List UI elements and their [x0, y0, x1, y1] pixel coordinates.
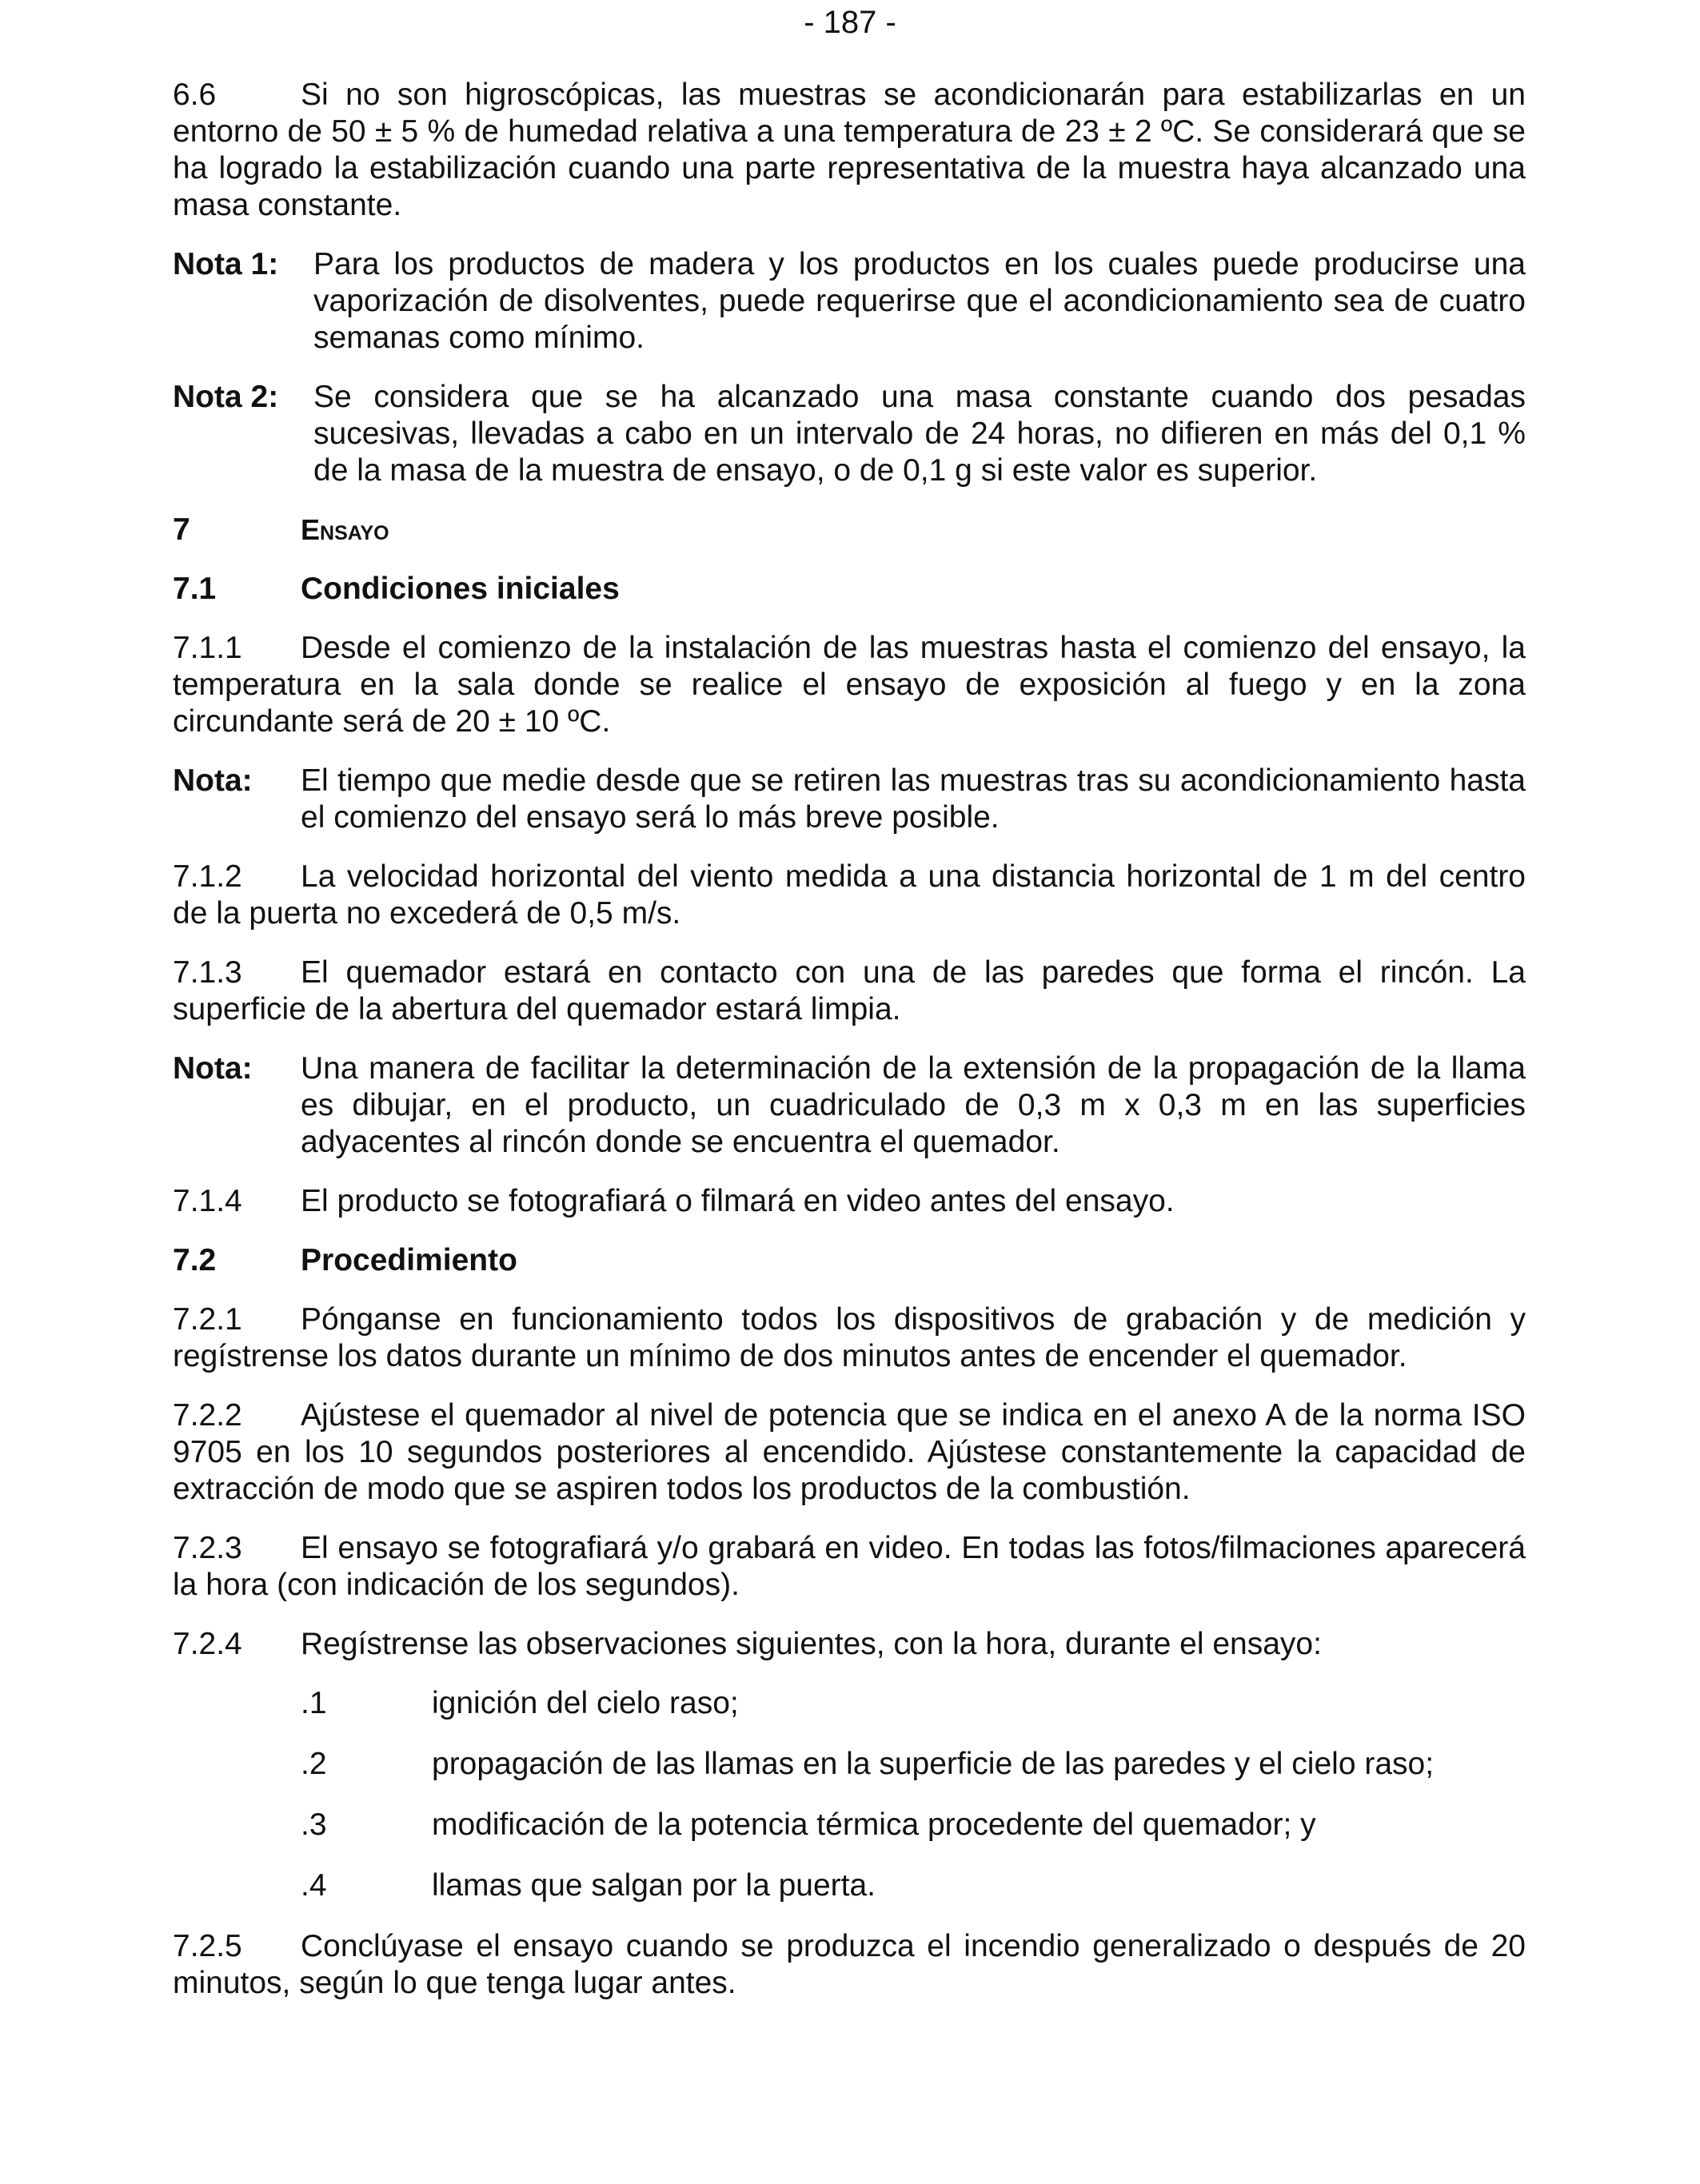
paragraph-7-2-3 [173, 1530, 1526, 1604]
note-text: El tiempo que medie desde que se retiren las muestras tras su acondicionamiento hasta el comienzo del ensayo será lo más breve posible. [301, 763, 1526, 835]
subsection-number: 7.1 [173, 572, 217, 606]
paragraph-number: 6.6 [173, 78, 217, 112]
list-item-number: .4 [301, 1868, 327, 1903]
section-title: Ensayo [301, 513, 389, 546]
note-label: Nota 2: [173, 380, 279, 414]
note-1 [173, 246, 1526, 357]
list-item-text: llamas que salgan por la puerta. [432, 1868, 876, 1903]
note-2 [173, 379, 1526, 489]
paragraph-number: 7.2.5 [173, 1929, 242, 1963]
paragraph-text: La velocidad horizontal del viento medida a una distancia horizontal de 1 m del centro de la puerta no excederá de 0,5 m/s. [173, 859, 1526, 931]
list-item-number: .2 [301, 1747, 327, 1781]
paragraph-text: Conclúyase el ensayo cuando se produzca el incendio generalizado o después de 20 minutos, según lo que tenga lugar antes. [173, 1929, 1526, 2000]
paragraph-text: Si no son higroscópicas, las muestras se acondicionarán para estabilizarlas en un entorno de 50 ± 5 % de humedad relativa a una temperatura de 23 ± 2 ºC. Se considerará que se ha logrado la estabilización cuando una parte representativa de la muestra haya alcanzado una masa constante. [173, 78, 1526, 222]
subsection-title: Condiciones iniciales [301, 572, 620, 606]
paragraph-7-1-3 [173, 955, 1526, 1028]
note-7-1-3 [173, 1050, 1526, 1161]
paragraph-text: El producto se fotografiará o filmará en video antes del ensayo. [301, 1184, 1175, 1218]
list-item [301, 1807, 1526, 1843]
page-number: - 187 - [804, 5, 896, 40]
note-label: Nota: [173, 1051, 253, 1086]
list-item-number: .1 [301, 1686, 327, 1720]
note-text: Para los productos de madera y los productos en los cuales puede producirse una vaporización de disolventes, puede requerirse que el acondicionamiento sea de cuatro semanas como mínimo. [313, 247, 1526, 355]
paragraph-7-1-4 [173, 1183, 1526, 1220]
paragraph-text: Pónganse en funcionamiento todos los dispositivos de grabación y de medición y regístrense los datos durante un mínimo de dos minutos antes de encender el quemador. [173, 1302, 1526, 1373]
note-text: Se considera que se ha alcanzado una masa constante cuando dos pesadas sucesivas, llevadas a cabo en un intervalo de 24 horas, no difieren en más del 0,1 % de la masa de la muestra de ensayo, o de 0,1 g si este valor es superior. [313, 380, 1526, 488]
note-7-1-1 [173, 763, 1526, 836]
paragraph-number: 7.1.1 [173, 631, 242, 665]
list-item-text: propagación de las llamas en la superficie de las paredes y el cielo raso; [432, 1747, 1435, 1781]
section-heading-7 [173, 512, 1526, 548]
paragraph-text: Desde el comienzo de la instalación de las muestras hasta el comienzo del ensayo, la temperatura en la sala donde se realice el ensayo de exposición al fuego y en la zona circundante será de 20 ± 10 ºC. [173, 631, 1526, 739]
note-label: Nota: [173, 763, 253, 798]
note-label: Nota 1: [173, 247, 279, 281]
paragraph-7-2-5 [173, 1928, 1526, 2002]
paragraph-number: 7.2.3 [173, 1531, 242, 1565]
paragraph-7-1-1 [173, 630, 1526, 740]
subsection-heading-7-2 [173, 1242, 1526, 1279]
subsection-heading-7-1 [173, 571, 1526, 608]
paragraph-7-2-4 [173, 1626, 1526, 1663]
paragraph-7-2-1 [173, 1301, 1526, 1375]
list-item [301, 1685, 1526, 1722]
document-body [173, 77, 1526, 2024]
paragraph-number: 7.1.4 [173, 1184, 242, 1218]
paragraph-7-1-2 [173, 859, 1526, 932]
paragraph-text: El ensayo se fotografiará y/o grabará en video. En todas las fotos/filmaciones aparecerá la hora (con indicación de los segundos). [173, 1531, 1526, 1602]
paragraph-number: 7.1.2 [173, 859, 242, 894]
paragraph-7-2-2 [173, 1397, 1526, 1508]
note-text: Una manera de facilitar la determinación de la extensión de la propagación de la llama es dibujar, en el producto, un cuadriculado de 0,3 m x 0,3 m en las superficies adyacentes al rincón donde se encuentra el quemador. [301, 1051, 1526, 1159]
paragraph-text: Regístrense las observaciones siguientes, con la hora, durante el ensayo: [301, 1627, 1322, 1661]
paragraph-number: 7.2.2 [173, 1398, 242, 1433]
paragraph-text: Ajústese el quemador al nivel de potencia que se indica en el anexo A de la norma ISO 9705 en los 10 segundos posteriores al encendido. Ajústese constantemente la capacidad de extracción de modo que se aspiren todos los productos de la combustión. [173, 1398, 1526, 1506]
section-number: 7 [173, 512, 190, 547]
paragraph-number: 7.1.3 [173, 955, 242, 990]
paragraph-6-6 [173, 77, 1526, 224]
observation-list [173, 1685, 1526, 1904]
list-item-text: modificación de la potencia térmica procedente del quemador; y [432, 1807, 1316, 1842]
list-item-text: ignición del cielo raso; [432, 1686, 739, 1720]
paragraph-text: El quemador estará en contacto con una de las paredes que forma el rincón. La superficie de la abertura del quemador estará limpia. [173, 955, 1526, 1026]
list-item-number: .3 [301, 1807, 327, 1842]
subsection-number: 7.2 [173, 1243, 217, 1277]
paragraph-number: 7.2.1 [173, 1302, 242, 1337]
list-item [301, 1867, 1526, 1904]
list-item [301, 1746, 1526, 1783]
paragraph-number: 7.2.4 [173, 1627, 242, 1661]
subsection-title: Procedimiento [301, 1243, 517, 1277]
